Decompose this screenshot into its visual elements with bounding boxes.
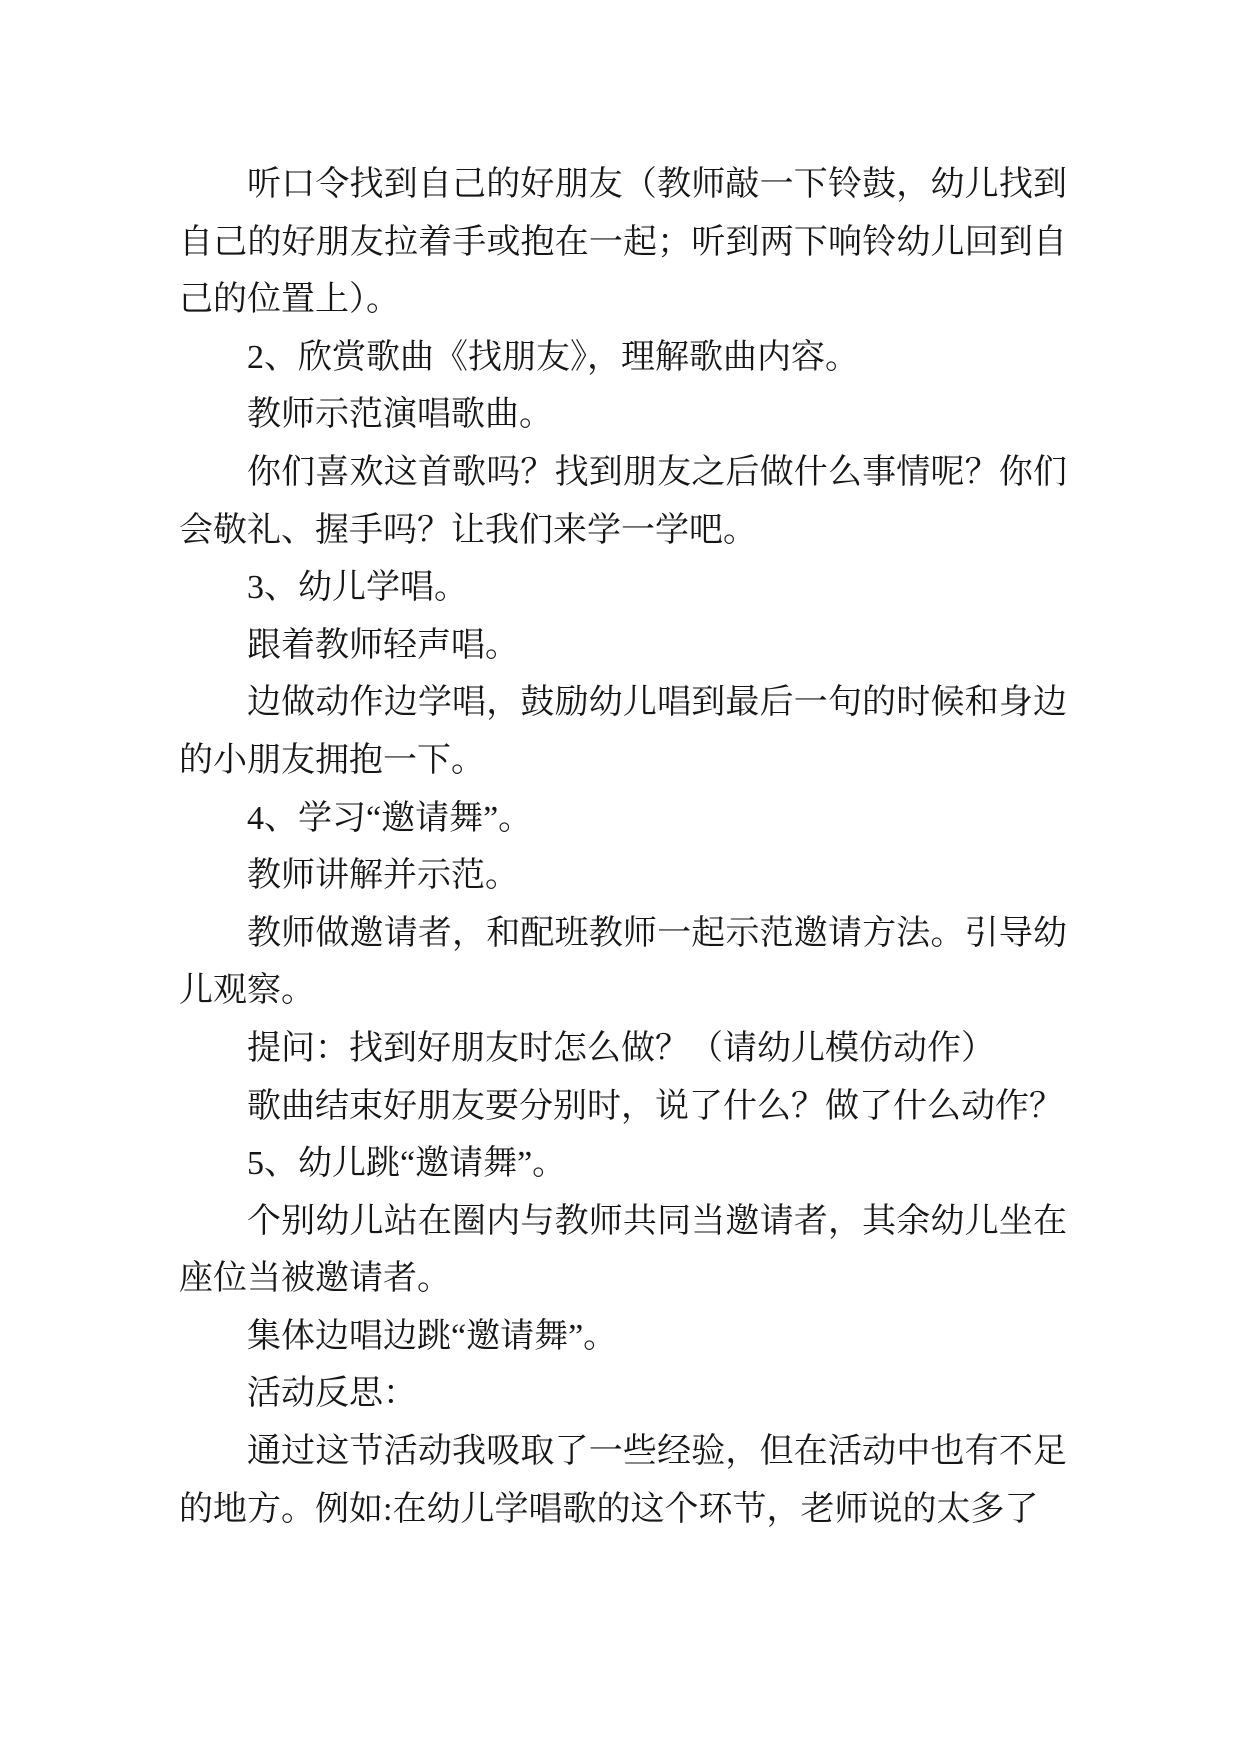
text-paragraph: 活动反思： — [247, 1375, 417, 1413]
text-paragraph: 听口令找到自己的好朋友（教师敲一下铃鼓，幼儿找到自己的好朋友拉着手或抱在一起；听到两下响铃幼儿回到自己的位置上）。 — [179, 166, 1067, 319]
text-paragraph: 5、幼儿跳“邀请舞”。 — [247, 1145, 567, 1183]
text-paragraph: 教师做邀请者，和配班教师一起示范邀请方法。引导幼儿观察。 — [179, 914, 1067, 1010]
text-paragraph: 集体边唱边跳“邀请舞”。 — [247, 1317, 618, 1355]
text-paragraph: 教师示范演唱歌曲。 — [247, 396, 553, 434]
document-body — [179, 156, 1067, 1538]
text-paragraph: 歌曲结束好朋友要分别时，说了什么？做了什么动作？ — [247, 1087, 1063, 1125]
text-paragraph: 边做动作边学唱，鼓励幼儿唱到最后一句的时候和身边的小朋友拥抱一下。 — [179, 684, 1067, 779]
text-paragraph: 教师讲解并示范。 — [247, 857, 519, 895]
text-paragraph: 提问：找到好朋友时怎么做？（请幼儿模仿动作） — [247, 1029, 995, 1067]
text-paragraph: 跟着教师轻声唱。 — [247, 626, 519, 664]
text-paragraph: 3、幼儿学唱。 — [247, 569, 468, 607]
text-paragraph: 个别幼儿站在圈内与教师共同当邀请者，其余幼儿坐在座位当被邀请者。 — [179, 1202, 1067, 1298]
text-paragraph: 通过这节活动我吸取了一些经验，但在活动中也有不足的地方。例如:在幼儿学唱歌的这个环节，老师说的太多了 — [179, 1433, 1067, 1528]
text-paragraph: 你们喜欢这首歌吗？找到朋友之后做什么事情呢？你们会敬礼、握手吗？让我们来学一学吧。 — [179, 453, 1067, 549]
text-paragraph: 2、欣赏歌曲《找朋友》，理解歌曲内容。 — [247, 338, 859, 376]
text-paragraph: 4、学习“邀请舞”。 — [247, 799, 533, 837]
